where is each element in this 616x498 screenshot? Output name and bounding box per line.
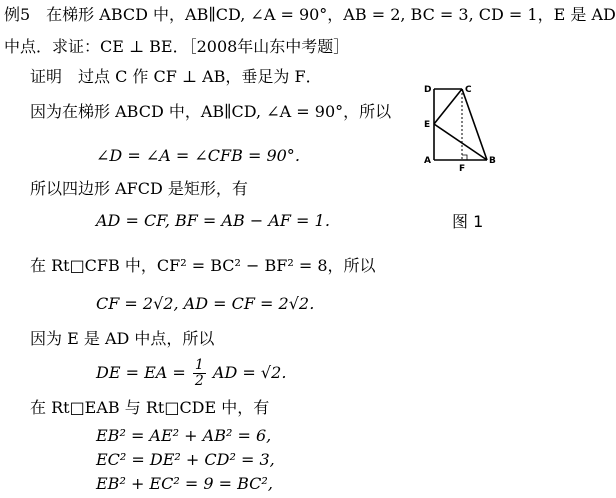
proof-step-5: 因为 E 是 AD 中点，所以	[30, 329, 215, 348]
equation-5: EB² = AE² + AB² = 6,	[96, 426, 272, 445]
problem-line-2: 中点．求证：CE ⊥ BE．［2008年山东中考题］	[4, 37, 350, 56]
equation-3: CF = 2√2, AD = CF = 2√2．	[96, 294, 326, 313]
fraction-one-half	[193, 358, 206, 389]
figure-caption: 图 1	[452, 212, 484, 231]
segment-EB	[434, 124, 487, 160]
label-B: B	[489, 156, 496, 166]
trapezoid-figure	[420, 80, 510, 175]
label-D: D	[424, 85, 432, 95]
label-E: E	[424, 120, 431, 130]
proof-step-6: 在 Rt□EAB 与 Rt□CDE 中，有	[30, 398, 270, 417]
problem-line-1: 例5 在梯形 ABCD 中，AB∥CD, ∠A = 90°，AB = 2, BC = 3, CD = 1，E 是 AD	[4, 5, 616, 24]
equation-4	[96, 356, 297, 390]
equation-4-left: DE = EA =	[96, 363, 186, 382]
fraction-denominator: 2	[194, 373, 204, 389]
proof-step-4: 在 Rt□CFB 中，CF² = BC² − BF² = 8，所以	[30, 256, 376, 275]
segment-EC	[434, 89, 462, 124]
proof-step-3: 所以四边形 AFCD 是矩形，有	[30, 179, 248, 198]
equation-4-right: AD = √2．	[212, 363, 298, 382]
equation-6: EC² = DE² + CD² = 3,	[96, 450, 275, 469]
proof-step-2: 因为在梯形 ABCD 中，AB∥CD, ∠A = 90°，所以	[30, 102, 392, 121]
label-A: A	[424, 156, 431, 166]
equation-1: ∠D = ∠A = ∠CFB = 90°．	[96, 146, 311, 165]
fraction-numerator: 1	[194, 357, 204, 373]
proof-step-1: 证明 过点 C 作 CF ⊥ AB，垂足为 F．	[30, 67, 322, 86]
label-C: C	[465, 85, 472, 95]
label-F: F	[459, 164, 466, 174]
equation-2: AD = CF, BF = AB − AF = 1．	[96, 211, 341, 230]
segment-BC	[462, 89, 487, 160]
equation-7: EB² + EC² = 9 = BC²,	[96, 474, 273, 493]
